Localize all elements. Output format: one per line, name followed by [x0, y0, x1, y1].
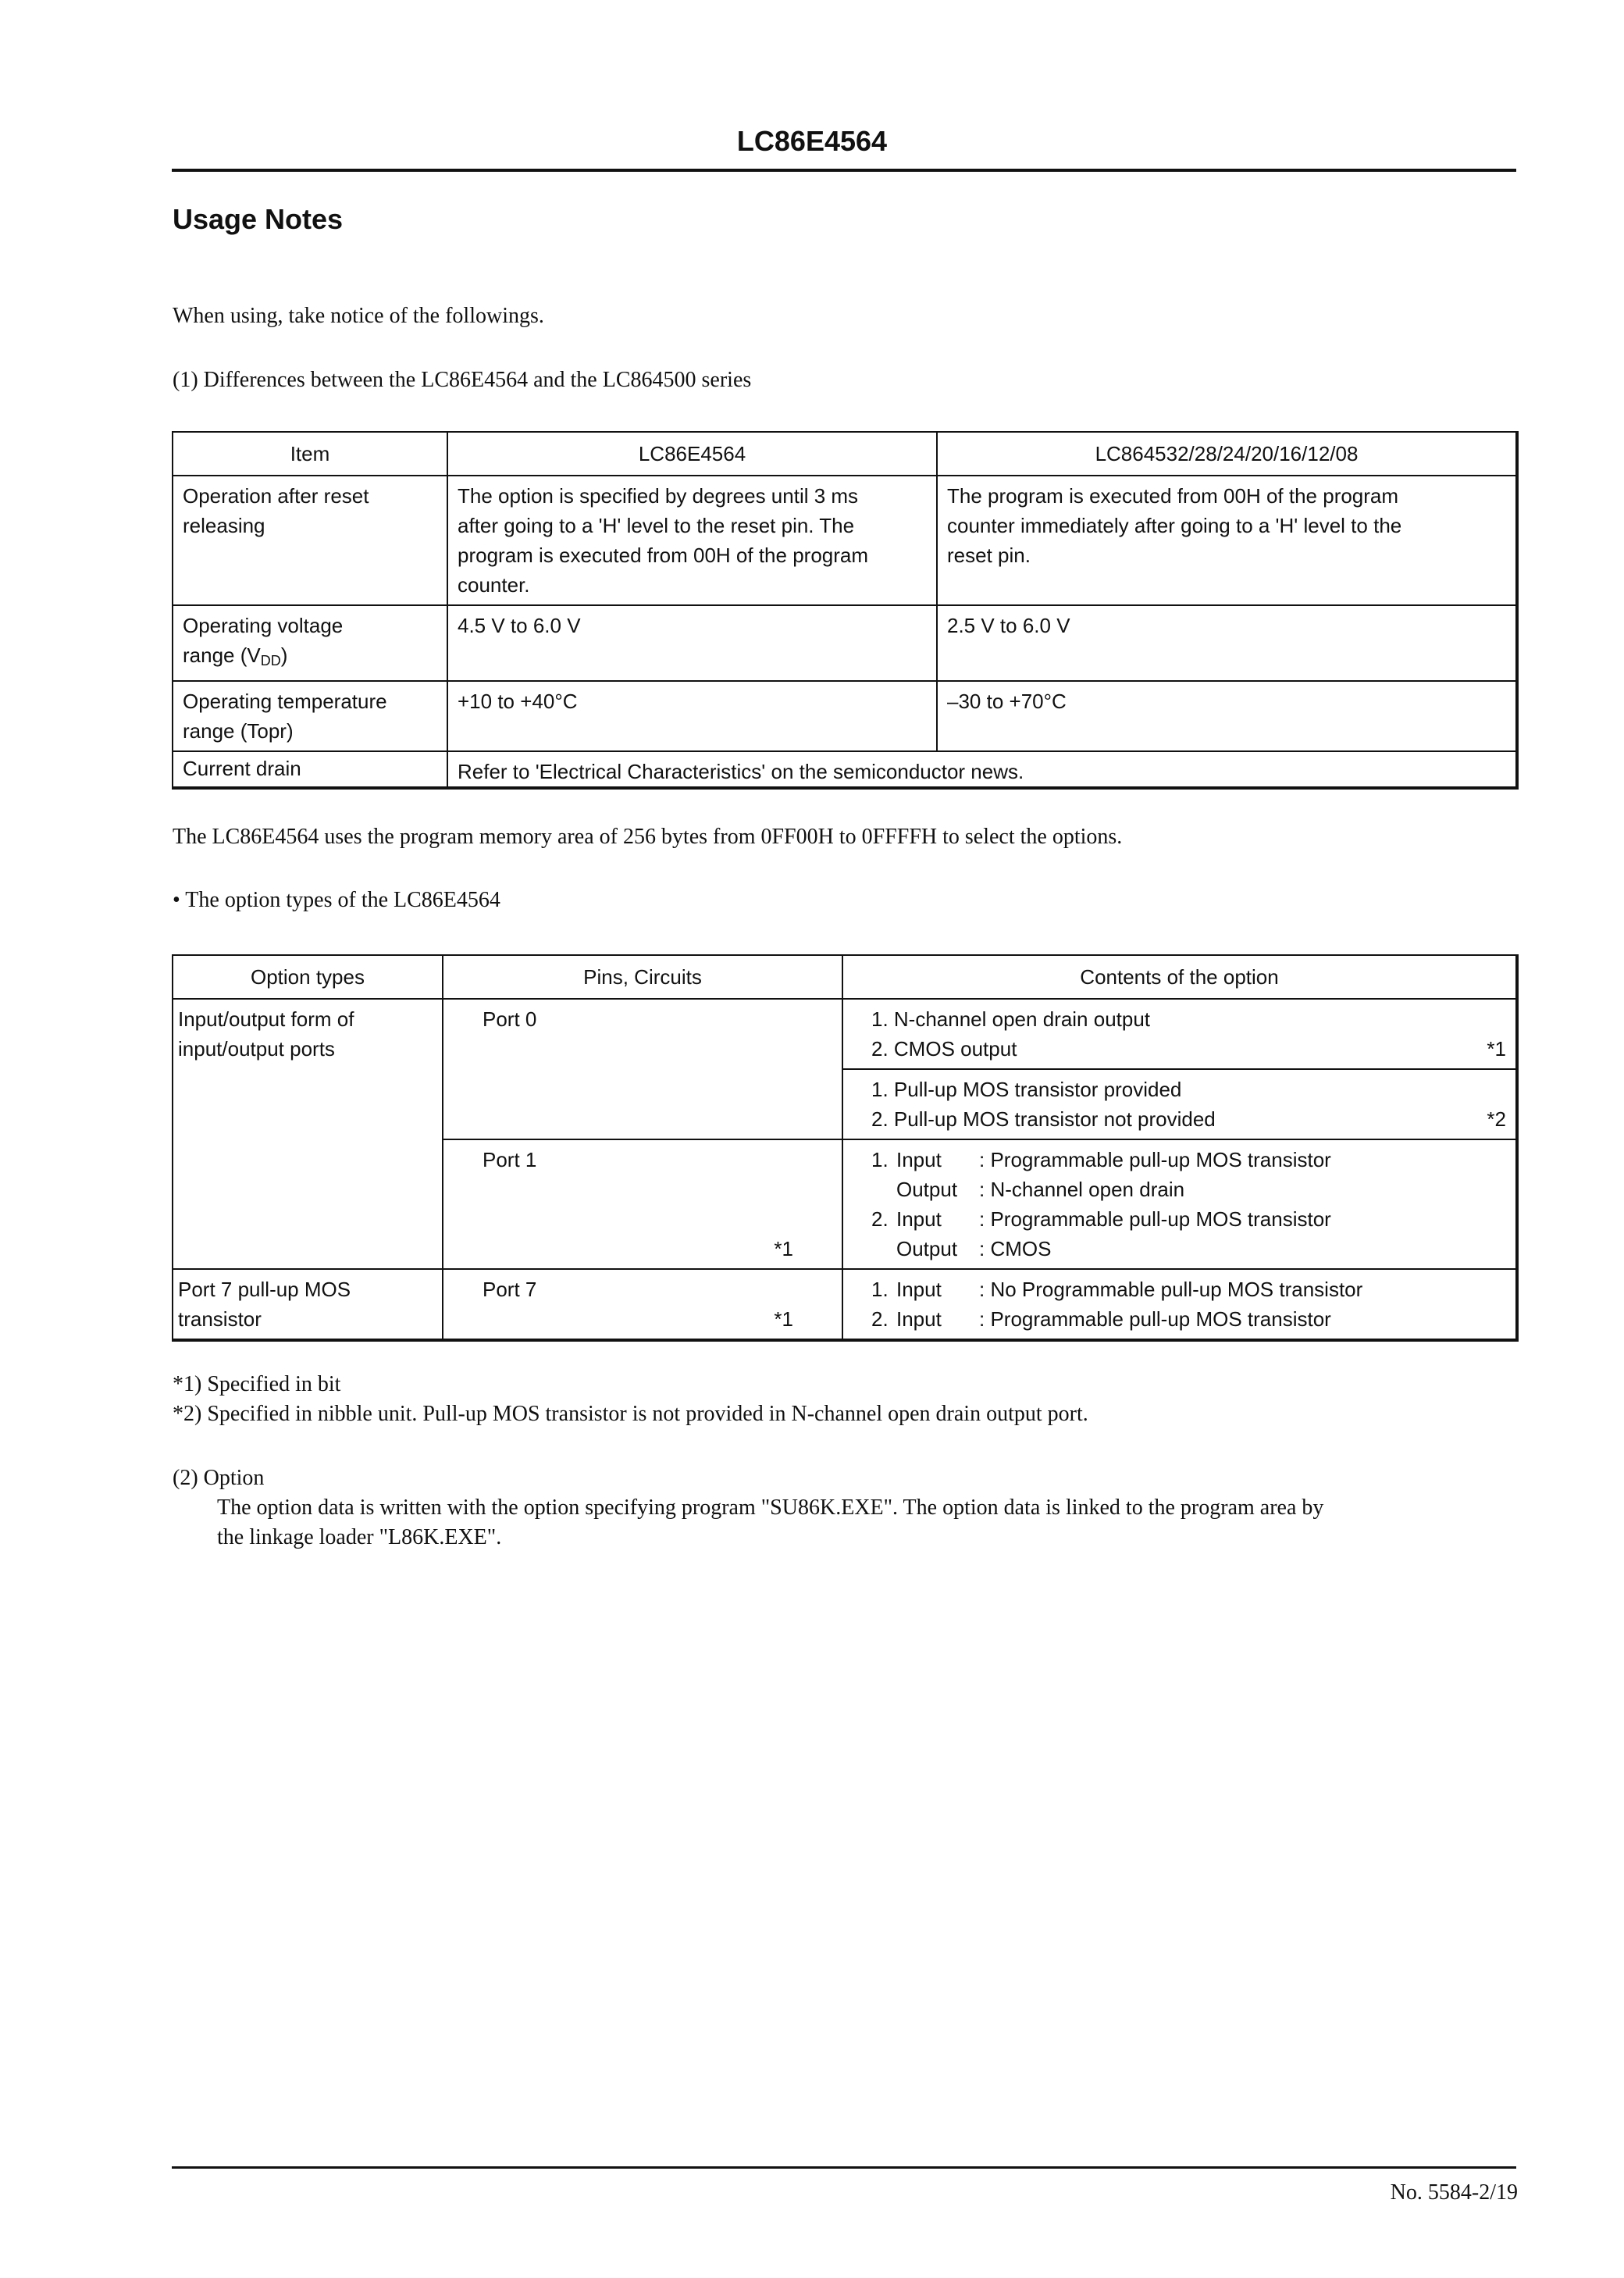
option-type-cell: Input/output form of input/output ports — [173, 999, 443, 1269]
item-cell: Operation after reset releasing — [173, 476, 447, 605]
option-contents-cell: 1. Input : No Programmable pull-up MOS transistor 2. Input : Programmable pull-up MOS transistor — [842, 1269, 1517, 1340]
column-header: LC864532/28/24/20/16/12/08 — [937, 432, 1517, 476]
footnote-mark: *1 — [774, 1307, 793, 1331]
table-row — [173, 999, 1517, 1069]
option-types-table — [172, 954, 1519, 1342]
table-row — [173, 681, 1517, 751]
page-number: No. 5584-2/19 — [1390, 2180, 1518, 2205]
footer-rule — [172, 2166, 1516, 2169]
pin-cell: Port 1 *1 — [443, 1139, 842, 1269]
item-cell: Operating voltage range $(V_{DD})$ — [173, 605, 447, 681]
option-contents-cell: 1. N-channel open drain output 2. CMOS output *1 — [842, 999, 1517, 1069]
option-contents-cell: 1. Input : Programmable pull-up MOS transistor Output : N-channel open drain 2. Input : Programmable pull-up MOS transistor Output : CMOS — [842, 1139, 1517, 1269]
item-cell: Operating temperature range (Topr) — [173, 681, 447, 751]
document-title: LC86E4564 — [736, 125, 888, 157]
option-contents-cell: 1. Pull-up MOS transistor provided 2. Pull-up MOS transistor not provided *2 — [842, 1069, 1517, 1139]
table-row — [173, 751, 1517, 788]
series-cell: –30 to +70°C — [937, 681, 1517, 751]
differences-heading: (1) Differences between the LC86E4564 and the LC864500 series — [173, 368, 752, 392]
lc86e4564-cell: +10 to +40°C — [447, 681, 937, 751]
differences-table — [172, 431, 1519, 790]
lc86e4564-cell: The option is specified by degrees until 3 ms after going to a 'H' level to the reset pin. The program is executed from 00H of the program counter. — [447, 476, 937, 605]
option-body-line: the linkage loader "L86K.EXE". — [217, 1525, 502, 1549]
footnote: *1) Specified in bit — [173, 1372, 341, 1396]
table-row — [173, 605, 1517, 681]
column-header: Pins, Circuits — [443, 955, 842, 999]
option-type-cell: Port 7 pull-up MOS transistor — [173, 1269, 443, 1340]
header-rule — [172, 169, 1516, 172]
column-header: LC86E4564 — [447, 432, 937, 476]
pin-cell: Port 7 *1 — [443, 1269, 842, 1340]
table-row — [173, 1269, 1517, 1340]
memory-note: The LC86E4564 uses the program memory area of 256 bytes from 0FF00H to 0FFFFH to select the options. — [173, 825, 1123, 849]
footnote-mark: *1 — [1487, 1037, 1506, 1061]
intro-line: When using, take notice of the followings. — [173, 304, 544, 328]
item-cell: Current drain — [173, 751, 447, 788]
table-row — [173, 476, 1517, 605]
column-header: Option types — [173, 955, 443, 999]
option-body-line: The option data is written with the option specifying program "SU86K.EXE". The option data is linked to the program area by — [217, 1495, 1324, 1520]
footnote: *2) Specified in nibble unit. Pull-up MOS transistor is not provided in N-channel open drain output port. — [173, 1402, 1088, 1426]
table-header-row — [173, 432, 1517, 476]
option-heading: (2) Option — [173, 1466, 265, 1490]
section-heading: Usage Notes — [173, 203, 344, 235]
footnote-mark: *2 — [1487, 1107, 1506, 1131]
option-types-intro: • The option types of the LC86E4564 — [173, 888, 500, 912]
merged-cell: Refer to 'Electrical Characteristics' on the semiconductor news. — [447, 751, 1517, 788]
lc86e4564-cell: 4.5 V to 6.0 V — [447, 605, 937, 681]
footnote-mark: *1 — [774, 1237, 793, 1260]
column-header: Contents of the option — [842, 955, 1517, 999]
pin-cell: Port 0 — [443, 999, 842, 1139]
column-header: Item — [173, 432, 447, 476]
series-cell: 2.5 V to 6.0 V — [937, 605, 1517, 681]
series-cell: The program is executed from 00H of the program counter immediately after going to a 'H' level to the reset pin. — [937, 476, 1517, 605]
table-header-row — [173, 955, 1517, 999]
